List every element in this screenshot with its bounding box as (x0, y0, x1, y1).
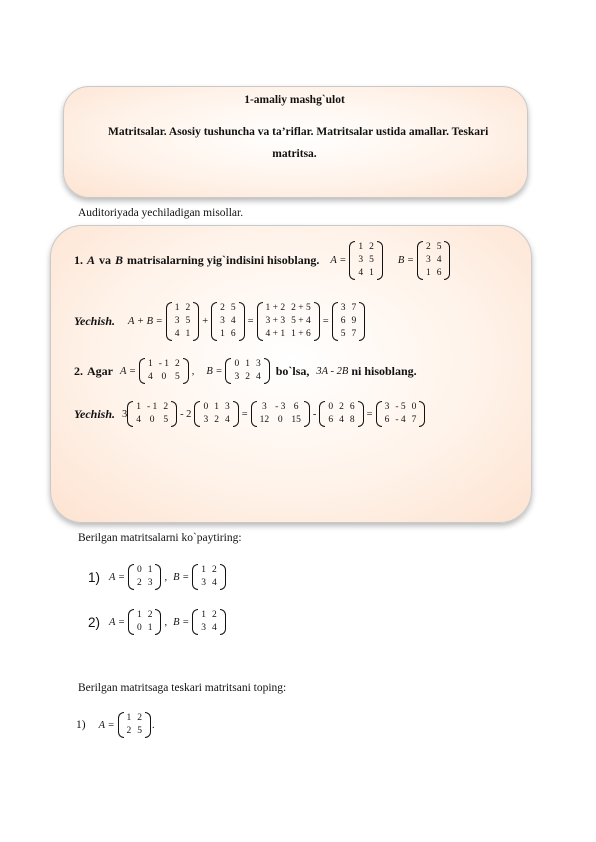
multiply-item-2-num: 2) (88, 614, 101, 630)
matrix-cell: 6 (293, 402, 299, 412)
matrix-table (217, 302, 239, 341)
matrix-row (355, 267, 377, 280)
matrix-cell: 1 (147, 623, 153, 633)
matrix-row (217, 328, 239, 341)
matrix-cell: 7 (411, 415, 417, 425)
solution1-lhs: A + B = (128, 315, 163, 327)
matrix-cell: 1 (185, 328, 191, 339)
matrix-row (200, 401, 232, 414)
page-title: 1-amaliy mashg`ulot (244, 94, 345, 106)
matrix-cell: 3 (425, 254, 431, 265)
matrix-cell: 3 (340, 302, 346, 313)
matrix-multiply-2-b (192, 609, 226, 635)
matrix-cell: 1 (174, 302, 180, 313)
matrix-row (423, 254, 445, 267)
matrix-cell: 2 (137, 713, 143, 723)
matrix-cell: 1 (425, 267, 431, 278)
task2-a-label: A = (120, 365, 136, 377)
solution1-label: Yechish. (74, 313, 116, 328)
task1-a-label: A = (330, 254, 347, 266)
solution2-row (74, 398, 425, 430)
matrix-row (134, 622, 156, 635)
matrix-cell: 1 (147, 565, 153, 575)
multiply-item-2-a-label: A = (109, 616, 125, 628)
matrix-task2-a (139, 358, 189, 384)
matrix-cell: 0 (328, 402, 334, 412)
matrix-row (145, 358, 183, 371)
matrix-row (257, 401, 304, 414)
multiply-item-2 (88, 606, 226, 638)
matrix-cell: 7 (351, 328, 357, 339)
matrix-cell: 0 (203, 402, 209, 412)
matrix-row (263, 302, 314, 315)
task1-b-label: B = (397, 254, 414, 266)
task2-agar: Agar (87, 363, 113, 378)
matrix-cell: 0 (136, 565, 142, 575)
matrix-cell: 4 (230, 315, 236, 326)
matrix-task1-a (349, 241, 383, 280)
multiply-item-1-num: 1) (88, 569, 101, 585)
matrix-row (231, 358, 263, 371)
matrix-cell: 5 + 4 (291, 315, 311, 326)
matrix-cell: 6 (340, 315, 346, 326)
multiply-item-2-sep: , (164, 616, 168, 628)
matrix-cell: 3 (234, 372, 240, 382)
inverse-item-1 (76, 709, 158, 741)
matrix-cell: 6 (328, 415, 334, 425)
matrix-row (325, 414, 357, 427)
multiply-item-1-a-label: A = (109, 571, 125, 583)
matrix-cell: - 1 (147, 402, 158, 412)
matrix-row (198, 564, 220, 577)
matrix-task1-b (417, 241, 451, 280)
matrix-row (172, 328, 194, 341)
matrix-cell: 7 (351, 302, 357, 313)
task2-expr: 3A - 2B (316, 365, 349, 377)
matrix-cell: 1 (136, 610, 142, 620)
matrix-cell: 3 (203, 415, 209, 425)
matrix-table (124, 712, 146, 738)
task1-row (74, 235, 450, 285)
matrix-cell: - 1 (158, 359, 169, 369)
matrix-solution1-a (166, 302, 200, 341)
subtitle-line-1: Matritsalar. Asosiy tushuncha va ta’riflar. Matritsalar ustida amallar. Teskari (108, 126, 489, 138)
matrix-solution1-result (332, 302, 366, 341)
solution1-eq1: = (247, 315, 254, 327)
matrix-cell: 3 + 3 (265, 315, 286, 326)
matrix-row (134, 577, 156, 590)
matrix-cell: 2 (369, 241, 374, 252)
matrix-solution1-sum (257, 302, 320, 341)
solution2-eq1: = (241, 408, 248, 420)
matrix-row (134, 564, 156, 577)
matrix-cell: 1 (358, 241, 364, 252)
task1-a: A (87, 252, 96, 267)
matrix-cell: - 4 (395, 415, 406, 425)
matrix-row (382, 401, 420, 414)
matrix-row (217, 302, 239, 315)
matrix-solution2-result (376, 401, 426, 427)
matrix-cell: 1 (214, 402, 219, 412)
matrix-cell: 4 + 1 (265, 328, 286, 339)
matrix-cell: 0 (136, 623, 142, 633)
matrix-row (338, 302, 360, 315)
matrix-row (423, 241, 445, 254)
matrix-row (198, 609, 220, 622)
matrix-cell: 4 (174, 328, 180, 339)
auditory-heading: Auditoriyada yechiladigan misollar. (78, 207, 244, 219)
matrix-row (172, 302, 194, 315)
matrix-row (198, 577, 220, 590)
matrix-cell: 3 (255, 359, 261, 369)
matrix-solution1-b (211, 302, 245, 341)
matrix-cell: 9 (351, 315, 357, 326)
matrix-cell: 2 (211, 610, 217, 620)
matrix-cell: 1 (126, 713, 132, 723)
matrix-cell: 5 (230, 302, 236, 313)
solution2-eq2: = (366, 408, 373, 420)
matrix-cell: 0 (234, 359, 240, 369)
matrix-table (200, 401, 232, 427)
matrix-row (200, 414, 232, 427)
matrix-cell: 0 (411, 402, 417, 412)
matrix-multiply-1-b (192, 564, 226, 590)
matrix-solution2-a (127, 401, 177, 427)
matrix-row (133, 401, 171, 414)
matrix-row (325, 401, 357, 414)
task2-ni: ni hisoblang. (351, 363, 417, 378)
matrix-cell: 4 (211, 623, 217, 633)
matrix-row (263, 328, 314, 341)
matrix-table (198, 609, 220, 635)
matrix-cell: 3 (261, 402, 267, 412)
matrix-cell: 4 (224, 415, 230, 425)
matrix-cell: 3 (201, 623, 206, 633)
matrix-cell: 5 (174, 372, 180, 382)
matrix-row (355, 254, 377, 267)
matrix-cell: 1 (136, 402, 142, 412)
matrix-cell: 1 (147, 359, 153, 369)
matrix-cell: 5 (369, 254, 374, 265)
matrix-cell: 0 (161, 372, 167, 382)
matrix-multiply-2-a (128, 609, 162, 635)
matrix-cell: 2 (214, 415, 219, 425)
matrix-cell: 2 (147, 610, 153, 620)
solution2-label: Yechish. (74, 406, 116, 421)
matrix-row (217, 315, 239, 328)
solution2-minus2: - (312, 408, 317, 420)
matrix-cell: 4 (339, 415, 344, 425)
subtitle-line-2: matritsa. (272, 148, 317, 160)
matrix-cell: 4 (436, 254, 442, 265)
task1-va: va (99, 252, 112, 267)
matrix-row (198, 622, 220, 635)
matrix-cell: 8 (349, 415, 355, 425)
matrix-cell: 6 (436, 267, 442, 278)
matrix-row (124, 725, 146, 738)
matrix-table (257, 401, 304, 427)
matrix-cell: 0 (277, 415, 283, 425)
matrix-cell: 5 (137, 726, 143, 736)
matrix-cell: 2 (185, 302, 191, 313)
matrix-cell: 2 (339, 402, 344, 412)
matrix-cell: 3 (224, 402, 230, 412)
multiply-item-2-b-label: B = (173, 616, 190, 628)
matrix-cell: 6 (384, 415, 390, 425)
matrix-cell: 12 (259, 415, 270, 425)
matrix-row (172, 315, 194, 328)
task2-number: 2. (74, 363, 83, 378)
matrix-row (423, 267, 445, 280)
matrix-cell: 5 (185, 315, 191, 326)
multiply-item-1-sep: , (164, 571, 168, 583)
matrix-solution2-b (194, 401, 238, 427)
matrix-cell: 4 (211, 578, 217, 588)
matrix-cell: 1 + 6 (291, 328, 311, 339)
matrix-inverse-a (118, 712, 152, 738)
matrix-cell: 2 (245, 372, 250, 382)
matrix-row (338, 328, 360, 341)
matrix-cell: 3 (384, 402, 390, 412)
matrix-cell: 1 (220, 328, 225, 339)
matrix-table (231, 358, 263, 384)
multiply-item-1-b-label: B = (173, 571, 190, 583)
matrix-cell: 1 + 2 (265, 302, 286, 313)
matrix-table (382, 401, 420, 427)
matrix-multiply-1-a (128, 564, 162, 590)
matrix-cell: 2 (126, 726, 132, 736)
solution1-row (74, 296, 365, 346)
matrix-solution2-2b (319, 401, 363, 427)
multiply-item-1 (88, 561, 226, 593)
matrix-row (382, 414, 420, 427)
inverse-item-1-num: 1) (76, 719, 86, 731)
matrix-cell: 4 (358, 267, 364, 278)
matrix-row (355, 241, 377, 254)
matrix-cell: 1 (369, 267, 374, 278)
matrix-cell: - 3 (275, 402, 286, 412)
matrix-row (257, 414, 304, 427)
matrix-table (325, 401, 357, 427)
matrix-task2-b (225, 358, 269, 384)
matrix-table (355, 241, 377, 280)
task2-comma: , (191, 365, 195, 377)
task2-row (74, 355, 417, 387)
matrix-row (133, 414, 171, 427)
matrix-cell: 3 (147, 578, 153, 588)
solution1-plus: + (202, 315, 209, 327)
matrix-cell: 5 (340, 328, 346, 339)
solution2-minus: - 2 (180, 408, 192, 420)
matrix-cell: 2 (136, 578, 142, 588)
matrix-cell: 6 (349, 402, 355, 412)
matrix-cell: 4 (136, 415, 142, 425)
matrix-table (172, 302, 194, 341)
task2-bolsa: bo`lsa, (275, 363, 310, 378)
matrix-row (124, 712, 146, 725)
matrix-cell: 2 (220, 302, 225, 313)
matrix-table (198, 564, 220, 590)
matrix-cell: 2 + 5 (291, 302, 311, 313)
matrix-cell: 4 (147, 372, 153, 382)
solution1-eq2: = (322, 315, 329, 327)
inverse-heading: Berilgan matritsaga teskari matritsani toping: (78, 682, 287, 694)
matrix-cell: 5 (163, 415, 169, 425)
matrix-table (133, 401, 171, 427)
matrix-cell: 3 (174, 315, 180, 326)
solution2-coef: 3 (122, 408, 128, 420)
task1-number: 1. (74, 252, 83, 267)
matrix-cell: 1 (245, 359, 250, 369)
matrix-row (231, 371, 263, 384)
matrix-cell: 2 (174, 359, 180, 369)
matrix-cell: - 5 (395, 402, 406, 412)
inverse-item-1-a-label: A = (98, 719, 115, 731)
matrix-cell: 1 (201, 610, 206, 620)
matrix-table (134, 564, 156, 590)
matrix-cell: 2 (425, 241, 431, 252)
matrix-cell: 3 (201, 578, 206, 588)
matrix-row (134, 609, 156, 622)
matrix-cell: 3 (358, 254, 364, 265)
inverse-item-1-tail: . (152, 719, 155, 731)
matrix-solution2-3a (251, 401, 310, 427)
matrix-row (145, 371, 183, 384)
matrix-table (423, 241, 445, 280)
matrix-cell: 0 (149, 415, 155, 425)
task1-text: matrisalarning yig`indisini hisoblang. (127, 252, 320, 267)
task1-b: B (115, 252, 124, 267)
matrix-table (145, 358, 183, 384)
matrix-cell: 6 (230, 328, 236, 339)
task2-b-label: B = (206, 365, 223, 377)
matrix-cell: 2 (211, 565, 217, 575)
matrix-table (338, 302, 360, 341)
matrix-cell: 2 (163, 402, 169, 412)
matrix-cell: 1 (201, 565, 206, 575)
multiply-heading: Berilgan matritsalarni ko`paytiring: (78, 532, 242, 544)
matrix-cell: 15 (291, 415, 301, 425)
matrix-row (338, 315, 360, 328)
matrix-table (134, 609, 156, 635)
matrix-table (263, 302, 314, 341)
matrix-cell: 5 (436, 241, 442, 252)
matrix-cell: 3 (220, 315, 225, 326)
matrix-row (263, 315, 314, 328)
matrix-cell: 4 (255, 372, 261, 382)
